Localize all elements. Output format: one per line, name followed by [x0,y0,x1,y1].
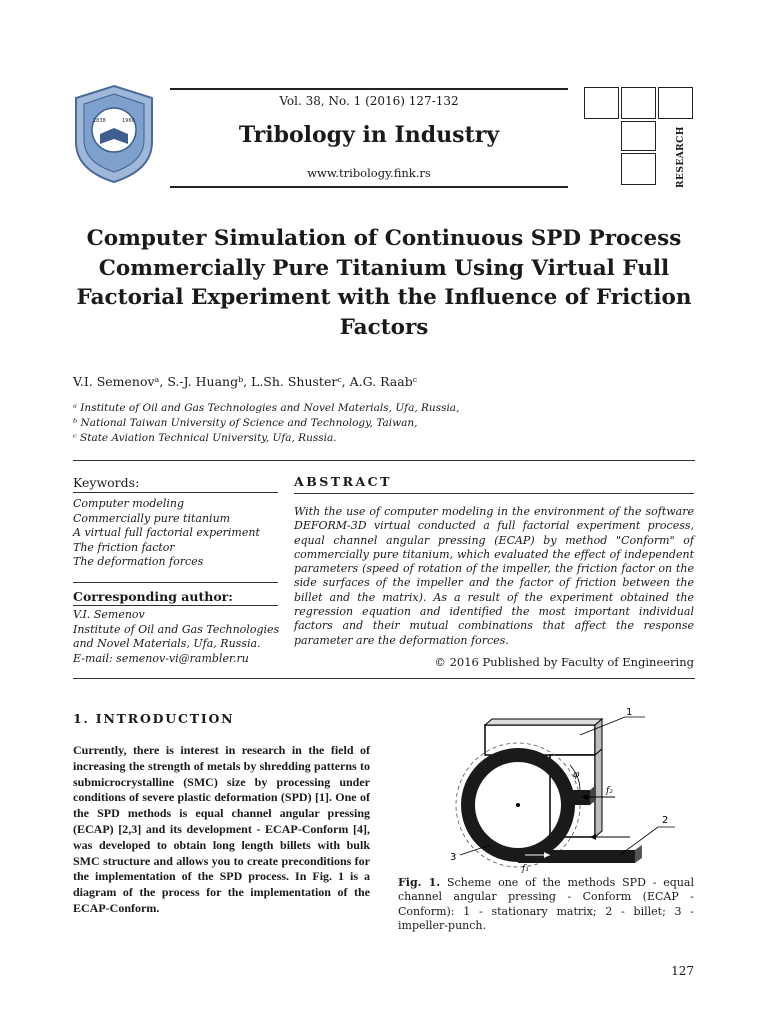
header-box [621,153,656,185]
header-box [621,121,656,151]
section-label: RESEARCH [676,126,686,188]
figure-callout-3: 3 [450,852,457,863]
journal-volume: Vol. 38, No. 1 (2016) 127-132 [279,94,459,108]
abstract-text: With the use of computer modeling in the environment of the software DEFORM-3D virtual conducted a full factorial experiment process, equal channel angular pressing (ECAP) by method "Conform" of commercially pure titanium, which evaluated the effect of independent parameters (speed of rotation of the impeller, the friction factor on the side surfaces of the impeller and the factor of friction between the billet and the matrix). As a result of the experiment obtained the regression equation and identified the most important individual factors and their mutual combinations that affect the response parameter are the deformation forces. [294,505,694,647]
corresponding-rule-bottom [73,605,278,606]
figure-caption-text: Scheme one of the methods SPD - equal channel angular pressing - Conform (ECAP - Conform): 1 - stationary matrix; 2 - billet; 3 - impeller-punch. [398,876,694,932]
article-authors: V.I. Semenovᵃ, S.-J. Huangᵇ, L.Sh. Shusterᶜ, A.G. Raabᶜ [73,374,418,389]
keywords-heading: Keywords: [73,475,140,490]
corresponding-heading: Corresponding author: [73,589,233,604]
affiliation: ᶜ State Aviation Technical University, Ufa, Russia. [73,432,337,444]
section-divider [73,678,695,679]
journal-title: Tribology in Industry [238,122,500,148]
figure-caption [398,876,694,933]
keyword-item: The friction factor [73,540,175,554]
header-box [621,87,656,119]
logo-year-left: 1838 [93,118,106,124]
figure-symbol-f2: f₂ [606,786,613,796]
figure-label: Fig. 1. [398,876,441,889]
article-title: Computer Simulation of Continuous SPD Process Commercially Pure Titanium Using Virtual Full Factorial Experiment with the Influence of Friction Factors [76,226,692,340]
header-box [658,87,693,119]
corresponding-email[interactable]: E-mail: semenov-vi@rambler.ru [73,651,249,665]
keyword-item: A virtual full factorial experiment [73,526,260,539]
figure-symbol-phi: φ [573,770,580,780]
university-logo [72,84,156,184]
page-number: 127 [671,964,694,978]
copyright-notice: © 2016 Published by Faculty of Engineering [434,655,694,669]
keyword-item: Commercially pure titanium [73,511,231,525]
corresponding-location: and Novel Materials, Ufa, Russia. [73,637,261,650]
corresponding-name: V.I. Semenov [73,608,145,621]
introduction-text: Currently, there is interest in research in the field of increasing the strength of metals by shredding patterns to submicrocrystalline (SMC) size by processing under conditions of severe plastic deformation (SPD) [1]. One of the SPD methods is equal channel angular pressing (ECAP) [2,3] and its development - ECAP-Conform [4], was developed to obtain long length billets with bulk SMC structure and allows you to create preconditions for the implementation of the SPD process. In Fig. 1 is a diagram of the process for the implementation of the ECAP-Conform. [73,743,370,915]
header-rule-bottom [170,186,568,188]
keyword-item: Computer modeling [73,497,185,510]
corresponding-details [73,608,279,666]
logo-year-right: 1960 [122,118,135,124]
affiliation: ᵇ National Taiwan University of Science and Technology, Taiwan, [73,417,418,429]
ecap-conform-diagram [430,705,692,875]
header-rule-top [170,88,568,90]
keywords-list [73,497,260,570]
section-divider [73,460,695,461]
figure-symbol-f1: f₁ [522,864,529,874]
keyword-item: The deformation forces [73,555,204,568]
corresponding-institution: Institute of Oil and Gas Technologies [73,622,280,636]
header-box [584,87,619,119]
affiliation: ᵃ Institute of Oil and Gas Technologies and Novel Materials, Ufa, Russia, [73,402,460,414]
abstract-heading: ABSTRACT [294,474,392,489]
introduction-heading: 1. INTRODUCTION [73,711,235,726]
keywords-rule [73,492,278,493]
journal-website[interactable]: www.tribology.fink.rs [307,166,431,180]
abstract-rule [294,493,694,494]
corresponding-rule-top [73,582,278,583]
figure-callout-2: 2 [662,815,669,826]
figure-callout-1: 1 [626,707,633,718]
